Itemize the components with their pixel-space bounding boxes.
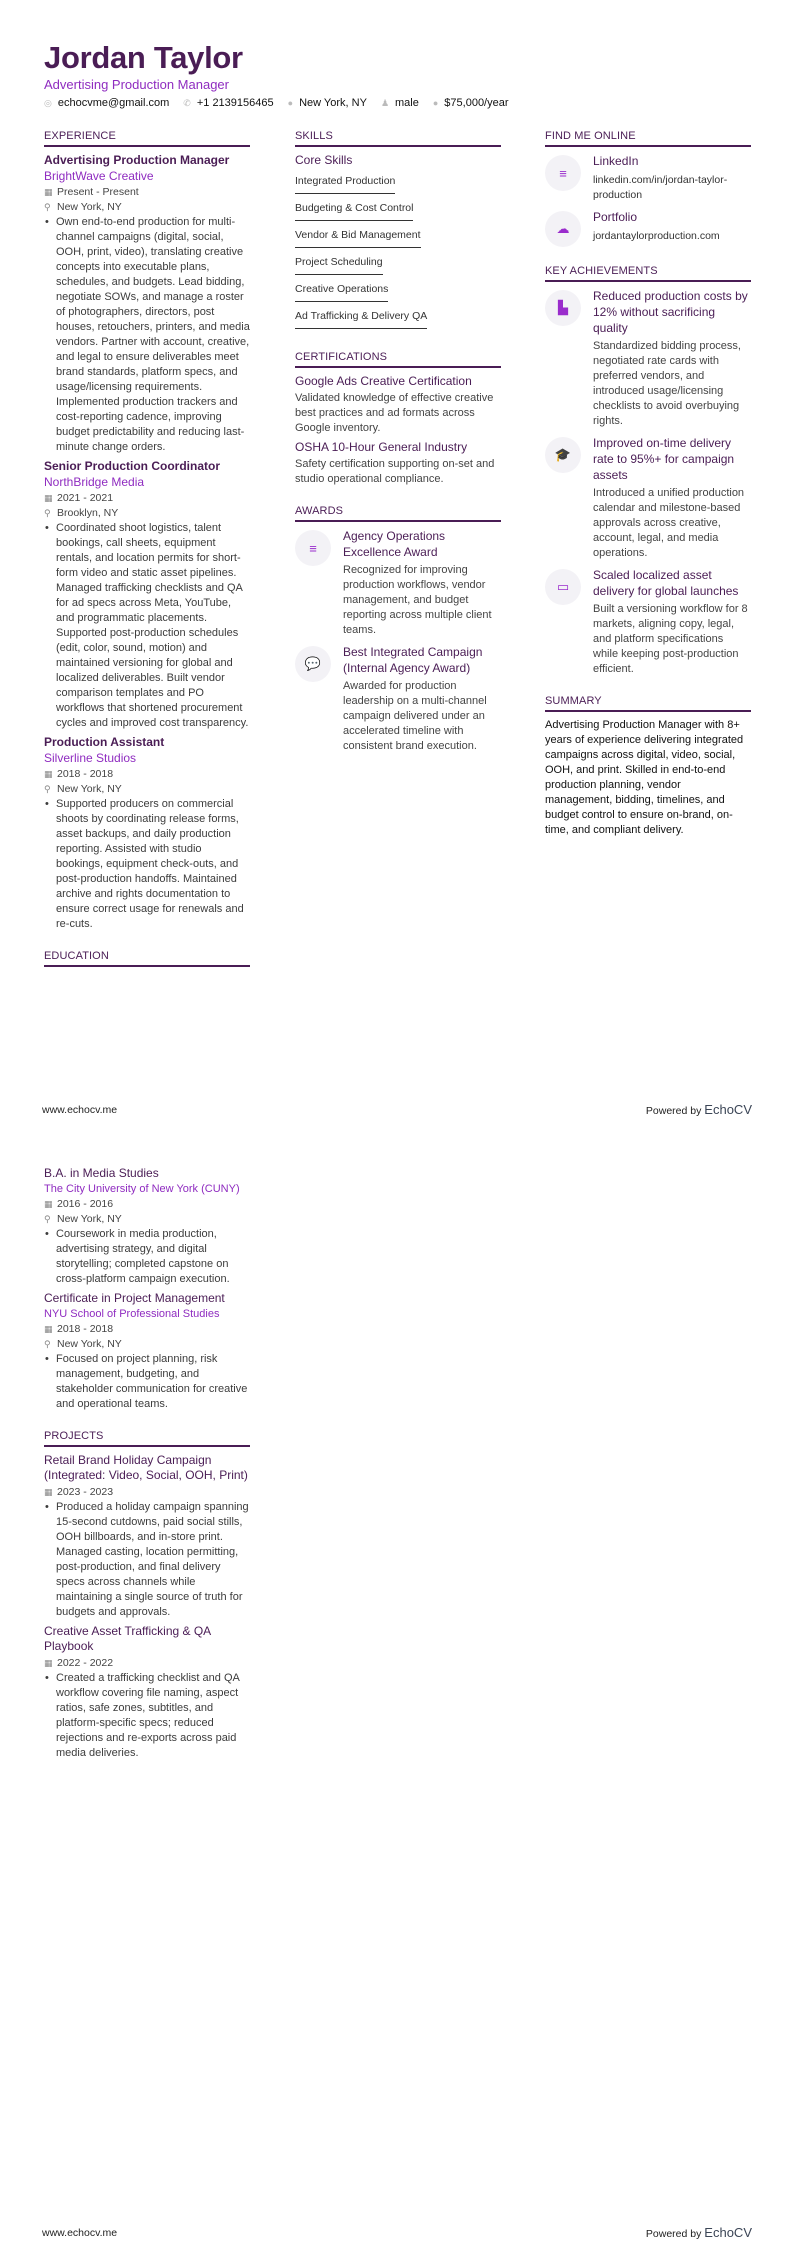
skills-heading: Core Skills — [295, 153, 353, 167]
date-range — [44, 1657, 250, 1669]
certification-entry — [295, 374, 501, 436]
skill-item — [295, 279, 501, 306]
dates-text: Present - Present — [57, 186, 139, 198]
location-icon: ⚲ — [44, 1213, 51, 1224]
project-name: Creative Asset Trafficking & QA Playbook — [44, 1624, 211, 1653]
dates-text: 2016 - 2016 — [57, 1198, 114, 1210]
location-icon: ⚲ — [44, 783, 51, 794]
location-text: New York, NY — [57, 1338, 122, 1350]
summary-text: Advertising Production Manager with 8+ years of experience delivering integrated campaigns across digital, video, social, OOH, and print. Skilled in end-to-end production planning, vendor management, bidding, timelines, and budget control to ensure on-brand, on-time, and compliant delivery. — [545, 719, 744, 836]
achievement-body — [593, 288, 751, 429]
achievement — [545, 288, 751, 429]
award — [295, 528, 501, 638]
contact-item — [288, 97, 367, 109]
bullet-list — [44, 1227, 250, 1287]
contact-item — [44, 97, 169, 109]
document-search-icon: ▙ — [545, 290, 581, 326]
skill-label: Creative Operations — [295, 280, 388, 302]
date-range — [44, 768, 250, 780]
certification-name: OSHA 10-Hour General Industry — [295, 440, 468, 454]
section-projects: PROJECTS — [44, 1430, 250, 1447]
bullet-list — [44, 1352, 250, 1412]
section-achievements: KEY ACHIEVEMENTS — [545, 265, 751, 282]
achievement-title: Reduced production costs by 12% without sacrificing quality — [593, 289, 748, 335]
skill-label: Ad Trafficking & Delivery QA — [295, 307, 427, 329]
school-name: The City University of New York (CUNY) — [44, 1183, 240, 1195]
location — [44, 1213, 250, 1225]
achievement-title: Scaled localized asset delivery for global launches — [593, 568, 739, 598]
achievement-body — [593, 567, 751, 677]
dates-text: 2018 - 2018 — [57, 768, 114, 780]
user-icon: ♟ — [380, 97, 390, 108]
job-title: Advertising Production Manager — [44, 153, 230, 167]
award-body — [343, 644, 501, 754]
location — [44, 1338, 250, 1350]
bullet-item: • Produced a holiday campaign spanning 15-second cutdowns, paid social stills, OOH billboards, and in-store print. Managed casting, location permitting, post-production, and final delivery specs across channels while maintaining a single source of truth for budgets and approvals. — [44, 1500, 250, 1620]
bullet-item: • Own end-to-end production for multi-channel campaigns (digital, social, OOH, print, video), translating creative concepts into executable plans, schedules, and budgets. Lead bidding, negotiate SOWs, and manage a roster of photographers, directors, post houses, retouchers, printers, and media vendors. Partner with account, creative, and legal to ensure deliverables meet brand standards, platform specs, and usage/licensing requirements. Implemented production trackers and cost-reporting cadence, improving budget predictability and reducing last-minute change orders. — [44, 215, 250, 455]
section-summary: SUMMARY — [545, 695, 751, 712]
calendar-icon: ▦ — [44, 1486, 53, 1497]
date-range — [44, 492, 250, 504]
candidate-name: Jordan Taylor — [44, 40, 243, 75]
contact-item — [381, 97, 419, 109]
bullet-item: • Focused on project planning, risk management, budgeting, and stakeholder communication for creative and operational teams. — [44, 1352, 250, 1412]
powered-by-label: Powered by — [645, 2228, 702, 2240]
pill-shape-icon: ▭ — [545, 569, 581, 605]
lines-icon: ≡ — [295, 530, 331, 566]
contact-item — [433, 97, 509, 109]
dates-text: 2018 - 2018 — [57, 1323, 114, 1335]
achievement-body — [593, 435, 751, 561]
certification-desc: Safety certification supporting on-set and studio operational compliance. — [295, 458, 495, 485]
skill-item — [295, 306, 501, 333]
skill-item — [295, 171, 501, 198]
location-icon: ⚲ — [44, 1338, 51, 1349]
certification-name: Google Ads Creative Certification — [295, 374, 472, 388]
skill-label: Integrated Production — [295, 172, 395, 194]
bullet-item: • Created a trafficking checklist and QA workflow covering file naming, aspect ratios, safe zones, subtitles, and platform-specific specs; reduced rejections and re-exports across paid media deliveries. — [44, 1671, 250, 1761]
skill-label: Budgeting & Cost Control — [295, 199, 413, 221]
achievement-desc: Built a versioning workflow for 8 markets, aligning copy, legal, and platform specifications while keeping post-production efficient. — [593, 603, 748, 675]
section-awards: AWARDS — [295, 505, 501, 522]
powered-by — [646, 2225, 752, 2240]
location-icon: ● — [287, 98, 294, 108]
salary-icon: ● — [432, 98, 439, 108]
footer-site-link[interactable]: www.echocv.me — [42, 1104, 118, 1116]
date-range — [44, 1323, 250, 1335]
online-link-body — [593, 209, 751, 247]
calendar-icon: ▦ — [44, 1657, 53, 1668]
powered-by — [646, 1102, 752, 1117]
bullet-item: • Supported producers on commercial shoots by coordinating release forms, asset backups, and daily production reporting. Assisted with studio bookings, equipment check-outs, and post-production handoffs. Maintained archive and rights documentation to ensure correct usage for renewals and re-cuts. — [44, 797, 250, 932]
brand-logo: EchoCV — [704, 1102, 752, 1117]
award-desc: Recognized for improving production workflows, vendor management, and budget reporting across multiple client teams. — [343, 564, 492, 636]
degree: B.A. in Media Studies — [44, 1166, 159, 1180]
company-name: Silverline Studios — [44, 751, 137, 765]
calendar-icon: ▦ — [44, 492, 53, 503]
calendar-icon: ▦ — [44, 1323, 53, 1334]
award — [295, 644, 501, 754]
skill-item — [295, 252, 501, 279]
company-name: NorthBridge Media — [44, 475, 145, 489]
calendar-icon: ▦ — [44, 186, 53, 197]
award-title: Best Integrated Campaign (Internal Agency Award) — [343, 645, 483, 675]
date-range — [44, 1486, 250, 1498]
cloud-icon: ☁ — [545, 211, 581, 247]
bullet-list — [44, 1671, 250, 1761]
location-text: New York, NY — [57, 201, 122, 213]
middle-column — [295, 130, 501, 760]
bullet-list — [44, 215, 250, 455]
location-text: New York, NY — [57, 1213, 122, 1225]
achievement-desc: Introduced a unified production calendar and milestone-based approvals across creative, account, legal, and media operations. — [593, 487, 745, 559]
achievement-desc: Standardized bidding process, negotiated rate cards with preferred vendors, and introduced usage/licensing checklists to avoid overbuying rights. — [593, 340, 741, 427]
date-range — [44, 186, 250, 198]
bullet-item: • Coordinated shoot logistics, talent bookings, call sheets, equipment rentals, and location permits for short-form video and static asset pipelines. Managed trafficking checklists and QA for ad specs across Meta, YouTube, and programmatic placements. Supported post-production schedules (edit, color, sound, motion) and maintained versioning for global and localized deliverables. Built vendor comparison templates and PO workflows that shortened procurement cycles and improved cost transparency. — [44, 521, 250, 731]
phone-icon: ✆ — [183, 97, 191, 108]
online-link-title[interactable]: LinkedIn — [593, 154, 639, 168]
dates-text: 2021 - 2021 — [57, 492, 114, 504]
achievement — [545, 435, 751, 561]
dates-text: 2023 - 2023 — [57, 1486, 114, 1498]
left-column — [44, 130, 250, 973]
section-skills: SKILLS — [295, 130, 501, 147]
online-link[interactable] — [545, 153, 751, 203]
online-link-body — [593, 153, 751, 203]
calendar-icon: ▦ — [44, 1198, 53, 1209]
powered-by-label: Powered by — [645, 1105, 702, 1117]
skill-item — [295, 225, 501, 252]
award-body — [343, 528, 501, 638]
date-range — [44, 1198, 250, 1210]
right-column — [545, 130, 751, 838]
skill-label: Project Scheduling — [295, 253, 383, 275]
online-link-desc[interactable]: jordantaylorproduction.com — [593, 230, 720, 242]
candidate-title: Advertising Production Manager — [44, 77, 229, 92]
online-link[interactable] — [545, 209, 751, 247]
award-desc: Awarded for production leadership on a multi-channel campaign delivered under an accelerated timeline with consistent brand execution. — [343, 680, 487, 752]
contact-text: +1 2139156465 — [196, 97, 274, 109]
skill-item — [295, 198, 501, 225]
brand-logo: EchoCV — [704, 2225, 752, 2240]
achievement — [545, 567, 751, 677]
section-online: FIND ME ONLINE — [545, 130, 751, 147]
degree: Certificate in Project Management — [44, 1291, 225, 1305]
calendar-icon: ▦ — [44, 768, 53, 779]
email-icon: ◎ — [44, 97, 52, 108]
achievement-title: Improved on-time delivery rate to 95%+ for campaign assets — [593, 436, 735, 482]
contact-text: New York, NY — [299, 97, 367, 109]
bullet-list — [44, 1500, 250, 1620]
experience-entry — [44, 735, 250, 932]
job-title: Production Assistant — [44, 735, 165, 749]
menu-icon: ≡ — [545, 155, 581, 191]
location — [44, 201, 250, 213]
online-link-title[interactable]: Portfolio — [593, 210, 638, 224]
education-entry — [44, 1291, 250, 1412]
bullet-item: • Coursework in media production, advertising strategy, and digital storytelling; completed capstone on cross-platform campaign execution. — [44, 1227, 250, 1287]
section-certifications: CERTIFICATIONS — [295, 351, 501, 368]
contact-text: echocvme@gmail.com — [57, 97, 170, 109]
contact-text: male — [395, 97, 419, 109]
contact-row — [44, 97, 509, 109]
bullet-list — [44, 797, 250, 932]
location — [44, 507, 250, 519]
location-text: Brooklyn, NY — [57, 507, 119, 519]
school-name: NYU School of Professional Studies — [44, 1308, 220, 1320]
certification-desc: Validated knowledge of effective creative best practices and ad formats across Google inventory. — [295, 392, 494, 434]
bullet-list — [44, 521, 250, 731]
graduation-cap-icon: 🎓 — [545, 437, 581, 473]
chat-bubble-icon: 💬 — [295, 646, 331, 682]
job-title: Senior Production Coordinator — [44, 459, 220, 473]
location-icon: ⚲ — [44, 507, 51, 518]
project-entry — [44, 1624, 250, 1761]
skill-label: Vendor & Bid Management — [295, 226, 421, 248]
location-icon: ⚲ — [44, 201, 51, 212]
contact-text: $75,000/year — [444, 97, 509, 109]
contact-item — [183, 97, 273, 109]
project-name: Retail Brand Holiday Campaign (Integrated: Video, Social, OOH, Print) — [44, 1453, 248, 1482]
location-text: New York, NY — [57, 783, 122, 795]
location — [44, 783, 250, 795]
project-entry — [44, 1453, 250, 1620]
certification-entry — [295, 440, 501, 487]
footer-site-link[interactable]: www.echocv.me — [42, 2227, 118, 2239]
company-name: BrightWave Creative — [44, 169, 154, 183]
award-title: Agency Operations Excellence Award — [343, 529, 446, 559]
section-experience: EXPERIENCE — [44, 130, 250, 147]
section-education: EDUCATION — [44, 950, 250, 967]
experience-entry — [44, 153, 250, 455]
education-entry — [44, 1166, 250, 1287]
left-column-page-2 — [44, 1162, 250, 1765]
online-link-desc[interactable]: linkedin.com/in/jordan-taylor-production — [593, 174, 728, 201]
experience-entry — [44, 459, 250, 731]
dates-text: 2022 - 2022 — [57, 1657, 114, 1669]
